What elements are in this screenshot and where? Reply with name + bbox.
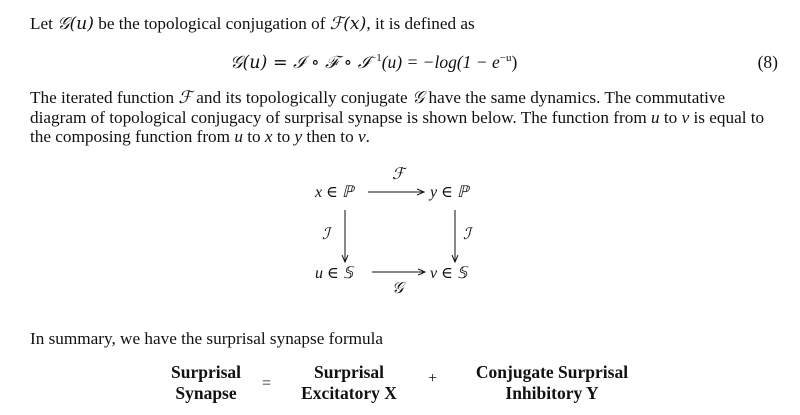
label-F-arrow: ℱ [392, 164, 405, 183]
node-v-in-S: v ∈ 𝕊 [430, 265, 468, 282]
node-u-in-S: u ∈ 𝕊 [315, 265, 353, 282]
p2-math-x: x [264, 127, 273, 146]
p2-math-u: u [651, 108, 660, 127]
equation-rhs: (u) = −log(1 − e [381, 52, 500, 72]
text-defined-as: , it is defined as [366, 14, 475, 33]
node-x-in-P: x ∈ ℙ [315, 184, 354, 201]
formula-term1-line1: Surprisal [313, 362, 385, 382]
node-y-in-P: y ∈ ℙ [430, 184, 469, 201]
text-be-conjugation: be the topological conjugation of [93, 14, 330, 33]
formula-term1-line2: Excitatory X [301, 383, 397, 403]
p2-math-F: ℱ [178, 88, 192, 108]
p2-math-G: 𝒢 [412, 88, 425, 108]
label-G-arrow: 𝒢 [392, 278, 404, 297]
math-G-of-u: 𝒢(u) [57, 14, 94, 34]
equation-inverse-sup: −1 [370, 52, 382, 64]
p2-text7: to [272, 127, 295, 146]
p2-math-v2: v [357, 127, 366, 146]
formula-equals: = [262, 375, 272, 392]
equation-close: ) [511, 52, 518, 72]
p2-text3: have the same dynamics. The commutative diagram of topological conjugacy of surprisal synapse is shown below. The function from [30, 88, 726, 127]
p2-math-y: y [294, 127, 303, 146]
formula-lhs-line1: Surprisal [170, 362, 242, 382]
p2-text5: is equal to the composing function from [30, 108, 765, 146]
p2-text1: The iterated function [30, 88, 179, 107]
commutative-diagram [0, 160, 800, 310]
formula-lhs [160, 362, 252, 404]
formula-term-excitatory [285, 362, 413, 404]
formula-term2-line2: Inhibitory Y [505, 383, 599, 403]
p2-text8: then to [302, 127, 358, 146]
equation-number: (8) [757, 52, 778, 72]
formula-lhs-line2: Synapse [175, 383, 237, 403]
formula-plus: + [428, 370, 438, 387]
p2-text9: . [365, 127, 370, 146]
p2-math-u2: u [234, 127, 243, 146]
p2-text2: and its topologically conjugate [191, 88, 412, 107]
math-F-of-x: ℱ(x) [329, 14, 367, 34]
paragraph-definition [30, 13, 778, 35]
equation-lhs: 𝒢(u) = ℐ ∘ ℱ ∘ ℐ [230, 53, 370, 73]
equation-body [230, 52, 517, 73]
p2-text4: to [659, 108, 682, 127]
paragraph-commutative [30, 88, 778, 146]
p2-math-v: v [681, 108, 690, 127]
equation-8 [0, 52, 800, 76]
paragraph-summary: In summary, we have the surprisal synapse formula [30, 329, 384, 348]
surprisal-synapse-formula [0, 362, 800, 412]
formula-term2-line1: Conjugate Surprisal [475, 362, 629, 382]
p2-text6: to [242, 127, 265, 146]
text-let: Let [30, 14, 58, 33]
label-I-left: ℐ [322, 224, 330, 243]
equation-exp-sup: −u [499, 52, 512, 64]
label-I-right: ℐ [463, 224, 471, 243]
formula-term-inhibitory [452, 362, 652, 404]
